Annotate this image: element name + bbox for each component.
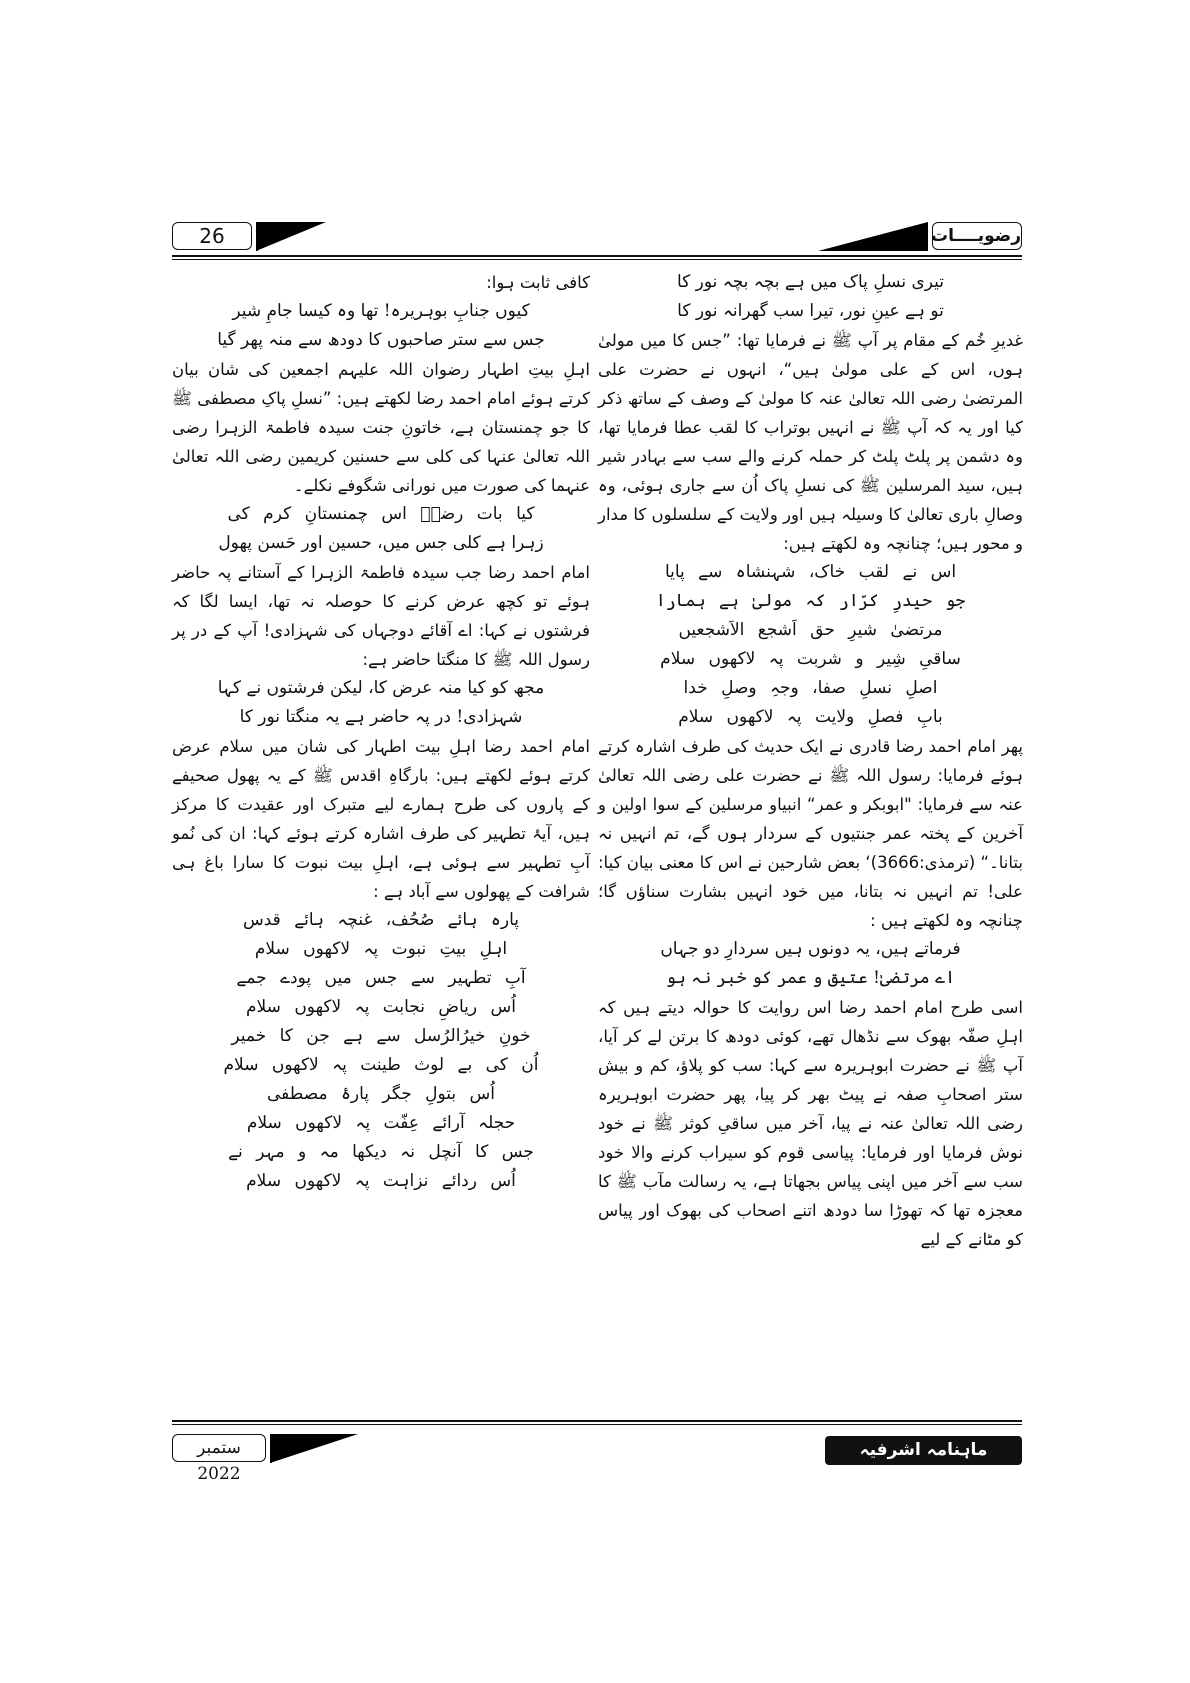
verse-line: جو حیدرِ کرّار کہ مولیٰ ہے ہمارا [655,591,966,611]
verse-line: جس کا آنچل نہ دیکھا مہ و مہر نے [228,1142,534,1162]
verse-line: اس نے لقب خاک، شہنشاہ سے پایا [664,562,957,582]
verse-line: اُس ردائے نزاہت پہ لاکھوں سلام [246,1171,516,1191]
verse-line: مرتضیٰ شیرِ حق اَشجع الاَشجعیں [678,620,943,640]
verse-line: جس سے ستر صاحبوں کا دودھ سے منہ پھر گیا [217,330,545,350]
footer-rule-thin [172,1424,1022,1425]
paragraph: امام احمد رضا اہلِ بیت اطہار کی شان میں سلام عرض کرتے ہوئے لکھتے ہیں: بارگاہِ اقدس ﷺ کے یہ پھول صحیفے کے پاروں کی طرح ہمارے لیے متبرک اور عقیدت کا مرکز ہیں، آیۂ تطہیر کی طرف اشارہ کرتے ہوئے کہا: ان کی نُمو آبِ تطہیر سے ہوئی ہے، اہلِ بیت نبوت کا سارا باغ ہی شرافت کے پھولوں سے آباد ہے : [172,737,590,901]
paragraph: پھر امام احمد رضا قادری نے ایک حدیث کی طرف اشارہ کرتے ہوئے فرمایا: رسول اللہ ﷺ نے حضرت علی رضی اللہ تعالیٰ عنہ سے فرمایا: "ابوبکر و عمر“ انبیاو مرسلین کے سوا اولین و آخرین کے پختہ عمر جنتیوں کے سردار ہوں گے، تم انہیں نہ بتانا۔“ (ترمذی:3666)‘ بعض شارحین نے اس کا معنی بیان کیا: علی! تم انہیں نہ بتانا، میں خود انہیں بشارت سناؤں گا؛ چنانچہ وہ لکھتے ہیں : [598,737,1023,930]
verse-line: ساقیِ شِیر و شربت پہ لاکھوں سلام [660,649,961,669]
header-rule [172,255,1022,257]
paragraph: اسی طرح امام احمد رضا اس روایت کا حوالہ دیتے ہیں کہ اہلِ صفّہ بھوک سے نڈھال تھے، کوئی دودھ کا برتن لے کر آیا، آپ ﷺ نے حضرت ابوہریرہ سے کہا: سب کو پلاؤ، کم و بیش ستر اصحابِ صفہ نے پیٹ بھر کر پیا، پھر حضرت ابوہریرہ رضی اللہ تعالیٰ عنہ نے پیا، آخر میں ساقیِ کوثر ﷺ نے خود نوش فرمایا اور فرمایا: پیاسی قوم کو سیراب کرنے والا خود سب سے آخر میں اپنی پیاس بجھاتا ہے، یہ رسالت مآب ﷺ کا معجزہ تھا کہ تھوڑا سا دودھ اتنے اصحاب کی بھوک اور پیاس کو مٹانے کے لیے [598,998,1023,1249]
section-title: رضویــــات [932,222,1022,250]
verse-line: کیا بات رضاؔ اس چمنستانِ کرم کی [227,504,535,524]
magazine-name: ماہنامہ اشرفیہ [825,1436,1022,1465]
paragraph: غدیرِ خُم کے مقام پر آپ ﷺ نے فرمایا تھا: ”جس کا میں مولیٰ ہوں، اس کے علی مولیٰ ہیں“، انہوں نے حضرت علی المرتضیٰ رضی اللہ تعالیٰ عنہ کا مولیٰ کے وصف کے ساتھ ذکر کیا اور یہ کہ آپ ﷺ نے انہیں بوتراب کا لقب عطا فرمایا تھا، وہ دشمن پر پلٹ پلٹ کر حملہ کرنے والے سب سے بہادر شیر ہیں، سید المرسلین ﷺ کی نسلِ پاک اُن سے جاری ہوئی، وہ وصالِ باری تعالیٰ کا وسیلہ ہیں اور ولایت کے سلسلوں کا مدار و محور ہیں؛ چنانچہ وہ لکھتے ہیں: [598,331,1023,553]
header-left-wedge-decoration [256,222,326,251]
verse-line: تو ہے عینِ نور، تیرا سب گھرانہ نور کا [677,301,944,321]
paragraph: امام احمد رضا جب سیدہ فاطمۃ الزہرا کے آستانے پہ حاضر ہوئے تو کچھ عرض کرنے کا حوصلہ نہ تھا، ایسا لگا کہ فرشتوں نے کہا: اے آقائے دوجہاں کی شہزادی! آپ کے در پر رسول اللہ ﷺ کا منگتا حاضر ہے: [172,563,590,669]
issue-date: ستمبر 2022 [172,1434,266,1462]
footer-wedge-decoration [270,1434,358,1463]
right-column [598,268,1023,1254]
verse-line: اُن کی بے لوث طینت پہ لاکھوں سلام [223,1055,539,1075]
left-column [172,268,590,1196]
verse-line: زہرا ہے کلی جس میں، حسین اور حَسن پھول [218,533,544,553]
footer-rule [172,1420,1022,1422]
verse-line: بابِ فصلِ ولایت پہ لاکھوں سلام [678,707,943,727]
verse-line: مجھ کو کیا منہ عرض کا، لیکن فرشتوں نے کہا [217,678,545,698]
paragraph: کافی ثابت ہوا: [486,273,590,292]
paragraph: اہلِ بیتِ اطہار رضوان اللہ علیہم اجمعین کی شان بیان کرتے ہوئے امام احمد رضا لکھتے ہیں: ”نسلِ پاکِ مصطفی ﷺ کا جو چمنستان ہے، خاتونِ جنت سیدہ فاطمۃ الزہرا رضی اللہ تعالیٰ عنہا کی کلی سے حسنین کریمین رضی اللہ تعالیٰ عنہما کی صورت میں نورانی شگوفے نکلے۔ [172,360,590,495]
verse-line: کیوں جنابِ بوہریرہ! تھا وہ کیسا جامِ شیر [232,301,530,321]
verse-line: اُس بتولِ جگر پارۂ مصطفی [266,1084,495,1104]
header-rule-thin [172,259,1022,260]
verse-line: آبِ تطہیر سے جس میں پودے جمے [236,968,526,988]
header-right-wedge-decoration [818,222,928,251]
verse-line: خونِ خیرُالرُسل سے ہے جن کا خمیر [231,1026,531,1046]
verse-line: اُس ریاضِ نجابت پہ لاکھوں سلام [246,997,516,1017]
verse-line: شہزادی! در پہ حاضر ہے یہ منگتا نور کا [239,707,523,727]
verse-line: تیری نسلِ پاک میں ہے بچہ بچہ نور کا [676,272,945,292]
verse-line: اہلِ بیتِ نبوت پہ لاکھوں سلام [254,939,508,959]
verse-line: اے مرتضیٰ! عتیق و عمر کو خبر نہ ہو [665,968,956,988]
verse-line: اصلِ نسلِ صفا، وجہِ وصلِ خدا [683,678,938,698]
verse-line: فرماتے ہیں، یہ دونوں ہیں سردارِ دو جہاں [660,939,961,959]
page-number: 26 [172,222,252,250]
verse-line: حجلہ آرائے عِفّت پہ لاکھوں سلام [246,1113,516,1133]
verse-line: پارہ ہائے صُحُف، غنچہ ہائے قدس [242,910,520,930]
